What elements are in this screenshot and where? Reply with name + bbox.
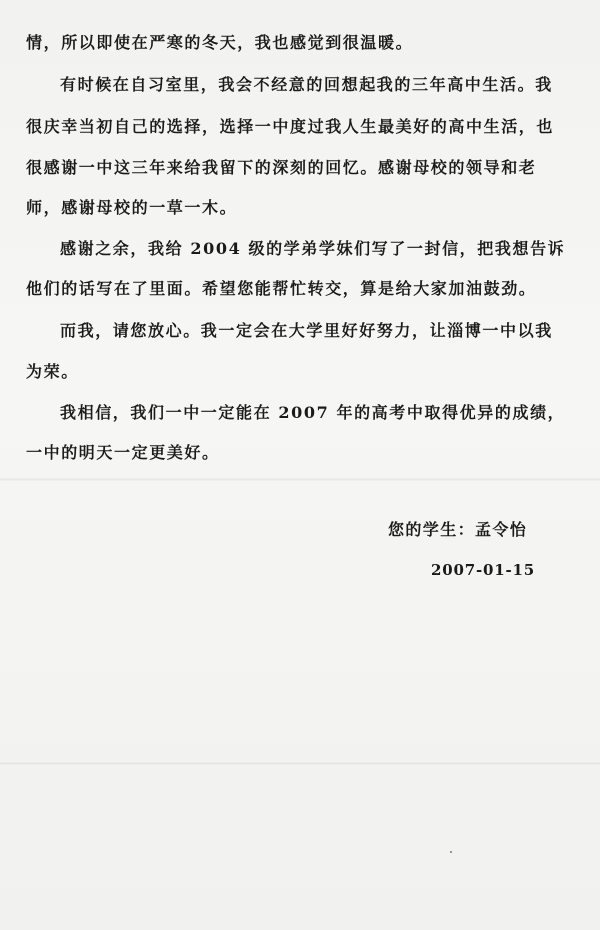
- letter-signature: 您的学生：孟令怡: [388, 520, 528, 539]
- letter-line: 他们的话写在了里面。希望您能帮忙转交，算是给大家加油鼓劲。: [26, 279, 537, 298]
- letter-line: 感谢之余，我给 2004 级的学弟学妹们写了一封信，把我想告诉: [60, 239, 566, 258]
- letter-line: 我相信，我们一中一定能在 2007 年的高考中取得优异的成绩，: [60, 403, 566, 422]
- paper-fold-lower: [0, 762, 600, 765]
- paper-speck: [450, 851, 452, 853]
- letter-line: 很庆幸当初自己的选择，选择一中度过我人生最美好的高中生活，也: [26, 117, 555, 136]
- letter-line: 很感谢一中这三年来给我留下的深刻的回忆。感谢母校的领导和老: [26, 158, 537, 177]
- letter-line: 情，所以即使在严寒的冬天，我也感觉到很温暖。: [26, 33, 414, 52]
- letter-line: 而我，请您放心。我一定会在大学里好好努力，让淄博一中以我: [60, 321, 553, 340]
- letter-line: 一中的明天一定更美好。: [26, 443, 220, 462]
- letter-line: 为荣。: [26, 362, 79, 381]
- paper-fold-upper: [0, 478, 600, 481]
- letter-line: 有时候在自习室里，我会不经意的回想起我的三年高中生活。我: [60, 75, 553, 94]
- letter-line: 师，感谢母校的一草一木。: [26, 198, 238, 217]
- letter-date: 2007-01-15: [431, 561, 535, 579]
